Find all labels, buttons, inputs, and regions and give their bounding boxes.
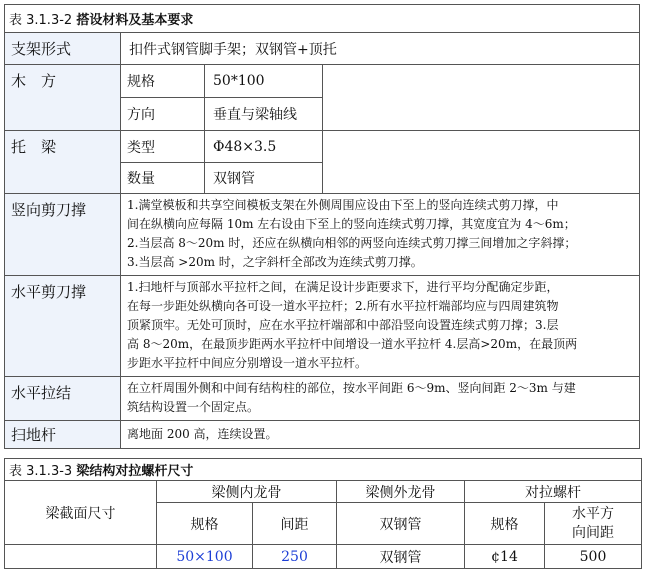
table2-title-text: 梁结构对拉螺杆尺寸 [76,464,194,479]
bracket-form-value: 扣件式钢管脚手架；双钢管+顶托 [121,33,640,65]
tie-bolt-table [4,458,642,569]
support-beam-blank [323,131,640,194]
horizontal-brace-line: 顶紧顶牢。无处可顶时，应在水平拉杆端部和中部沿竖向设置连续式剪刀撑；3.层 [127,318,559,332]
horizontal-tie-line: 筑结构设置一个固定点。 [127,400,260,414]
header-bolt-spacing-line2: 向间距 [572,524,614,541]
materials-requirements-table [4,4,640,449]
sweep-rod-label: 扫地杆 [5,421,121,449]
row-outer: 双钢管 [337,545,465,569]
timber-direction-value: 垂直与梁轴线 [205,98,323,131]
table1-title [5,5,640,33]
header-outer-pipe: 双钢管 [337,503,465,545]
row-bolt-spacing: 500 [545,545,642,569]
sweep-rod-value: 离地面 200 高，连续设置。 [121,421,640,449]
table2-title [5,459,642,481]
horizontal-brace-text [121,276,640,377]
timber-spec-label: 规格 [121,65,205,98]
vertical-brace-text [121,194,640,276]
row-inner-spec: 50×100 [157,545,253,569]
header-bolt-spec: 规格 [465,503,545,545]
header-outer-joist: 梁侧外龙骨 [337,481,465,503]
header-bolt-spacing [545,503,642,545]
vertical-brace-line: 3.当层高 >20m 时，之字斜杆全部改为连续式剪刀撑。 [127,255,423,269]
table2-title-number: 表 3.1.3-3 [9,464,73,479]
horizontal-brace-line: 高 8～20m，在最顶步距两水平拉杆中间增设一道水平拉杆 4.层高>20m，在最顶两 [127,337,578,351]
support-beam-type-label: 类型 [121,131,205,163]
timber-blank [323,65,640,131]
horizontal-tie-text [121,377,640,421]
vertical-brace-line: 间在纵横向应每隔 10m 左右设由下至上的竖向连续式剪刀撑，其宽度宜为 4～6m； [127,217,576,231]
horizontal-brace-line: 在每一步距处纵横向各可设一道水平拉杆；2.所有水平拉杆端部均应与四周建筑物 [127,299,559,313]
header-tie-bolt: 对拉螺杆 [465,481,642,503]
row-section-size [5,545,157,569]
table1-title-text: 搭设材料及基本要求 [76,13,194,28]
row-inner-spacing: 250 [253,545,337,569]
vertical-brace-line: 1.满堂模板和共享空间模板支架在外侧周围应设由下至上的竖向连续式剪刀撑，中 [127,198,559,212]
bracket-form-label: 支架形式 [5,33,121,65]
horizontal-brace-line: 1.扫地杆与顶部水平拉杆之间，在满足设计步距要求下，进行平均分配确定步距， [127,280,559,294]
timber-label: 木 方 [5,65,121,131]
timber-spec-value: 50*100 [205,65,323,98]
support-beam-type-value: Φ48×3.5 [205,131,323,163]
table1-title-number: 表 3.1.3-2 [9,13,73,28]
header-inner-spec: 规格 [157,503,253,545]
timber-direction-label: 方向 [121,98,205,131]
horizontal-brace-line: 步距水平拉杆中间应分别增设一道水平拉杆。 [127,356,368,370]
horizontal-tie-line: 在立杆周围外侧和中间有结构柱的部位，按水平间距 6～9m、竖向间距 2～3m 与建 [127,381,576,395]
support-beam-label: 托 梁 [5,131,121,194]
row-bolt-spec: ¢14 [465,545,545,569]
vertical-brace-line: 2.当层高 8～20m 时，还应在纵横向相邻的两竖向连续式剪刀撑三间增加之字斜撑； [127,236,577,250]
support-beam-qty-value: 双钢管 [205,163,323,194]
header-bolt-spacing-line1: 水平方 [572,505,614,522]
vertical-brace-label: 竖向剪刀撑 [5,194,121,276]
header-inner-joist: 梁侧内龙骨 [157,481,337,503]
support-beam-qty-label: 数量 [121,163,205,194]
header-section-size: 梁截面尺寸 [5,481,157,545]
header-inner-spacing: 间距 [253,503,337,545]
horizontal-brace-label: 水平剪刀撑 [5,276,121,377]
horizontal-tie-label: 水平拉结 [5,377,121,421]
